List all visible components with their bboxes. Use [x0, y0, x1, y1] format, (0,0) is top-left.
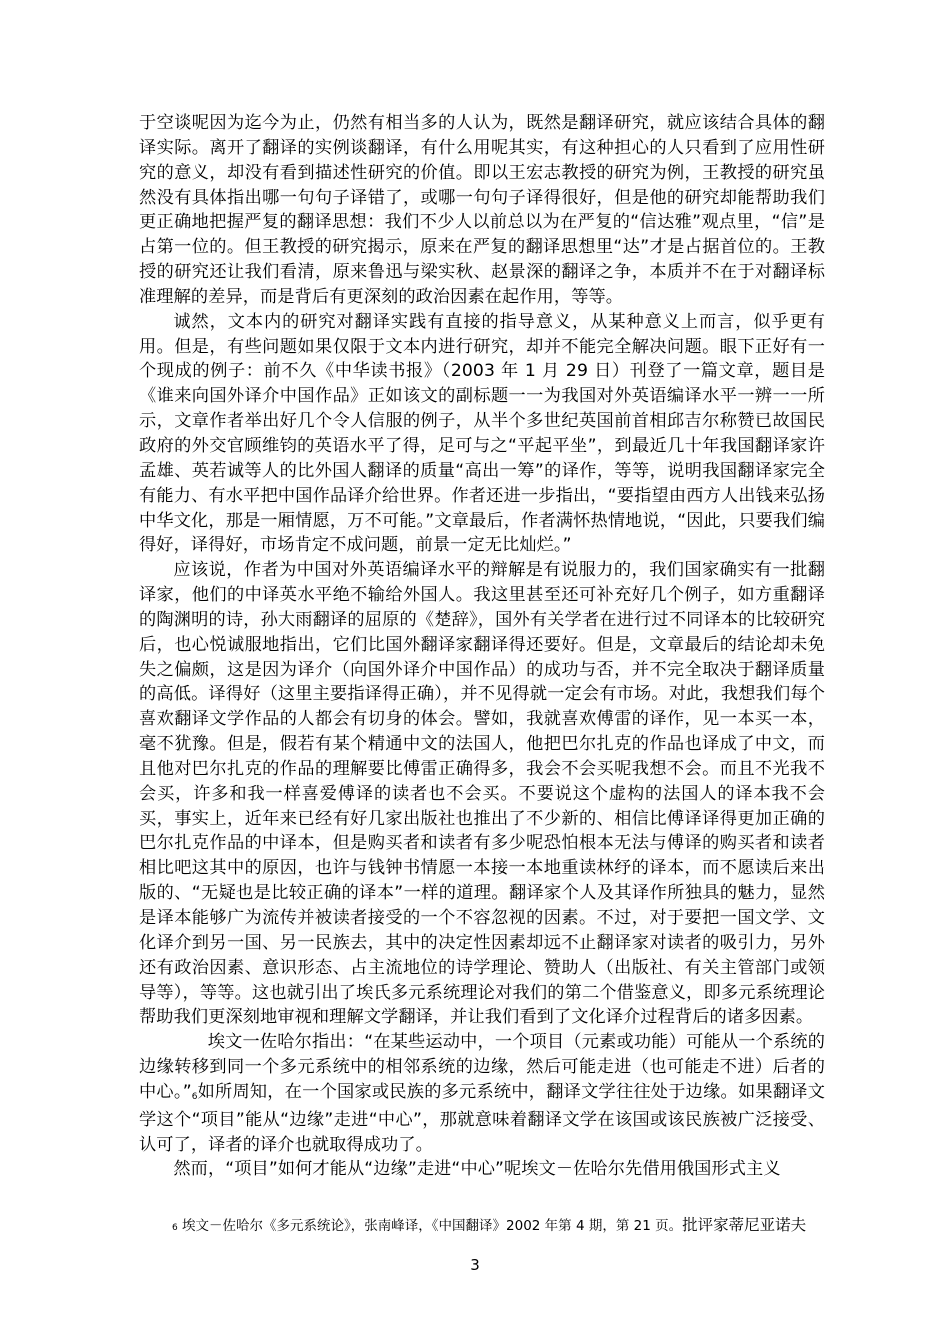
paragraph-5: 然而，“项目”如何才能从“边缘”走进“中心”呢埃文－佐哈尔先借用俄国形式主义: [173, 1159, 781, 1180]
page-number: 3: [470, 1256, 480, 1274]
paragraph-3: 应该说，作者为中国对外英语编译水平的辩解是有说服力的，我们国家确实有一批翻译家，他们的中译英水平绝不输给外国人。我这里甚至还可补充好几个例子，如方重翻译的陶渊明的诗，孙大雨翻译的屈原的《楚辞》，国外有关学者在进行过不同译本的比较研究后，也心悦诚服地指出，它们比国外翻译家翻译得还要好。但是，文章最后的结论却未免失之偏颇，这是因为译介（向国外译介中国作品）的成功与否，并不完全取决于翻译质量的高低。译得好（这里主要指译得正确），并不见得就一定会有市场。对此，我想我们每个喜欢翻译文学作品的人都会有切身的体会。譬如，我就喜欢傅雷的译作，见一本买一本，毫不犹豫。但是，假若有某个精通中文的法国人，他把巴尔扎克的作品也译成了中文，而且他对巴尔扎克的作品的理解要比傅雷正确得多，我会不会买呢我想不会。而且不光我不会买，许多和我一样喜爱傅译的读者也不会买。不要说这个虚构的法国人的译本我不会买，事实上，近年来已经有好几家出版社也推出了不少新的、相信比傅译译得更加正确的巴尔扎克作品的中译本，但是购买者和读者有多少呢恐怕根本无法与傅译的购买者和读者相比吧这其中的原因，也许与钱钟书情愿一本接一本地重读林纾的译本，而不愿读后来出版的、“无疑也是比较正确的译本”一样的道理。翻译家个人及其译作所独具的魅力，显然是译本能够广为流传并被读者接受的一个不容忽视的因素。不过，对于要把一国文学、文化译介到另一国、另一民族去，其中的决定性因素却远不止翻译家对读者的吸引力，另外还有政治因素、意识形态、占主流地位的诗学理论、赞助人（出版社、有关主管部门或领导等），等等。这也就引出了埃氏多元系统理论对我们的第二个借鉴意义，即多元系统理论帮助我们更深刻地审视和理解文学翻译，并让我们看到了文化译介过程背后的诸多因素。: [139, 560, 825, 1028]
footnote-number: 6: [172, 1223, 178, 1233]
paragraph-4-quote: [139, 1030, 825, 1157]
quote-text: 埃文一佐哈尔指出：“在某些运动中，一个项目（元素或功能）可能从一个系统的边缘转移到同一个多元系统中的相邻系统的边缘，然后可能走进（也可能走不进）后者的中心。”: [139, 1032, 825, 1102]
body-text: [139, 111, 825, 1182]
footnote-tail-text: 批评家蒂尼亚诺夫: [682, 1216, 807, 1234]
paragraph-2: 诚然，文本内的研究对翻译实践有直接的指导意义，从某种意义上而言，似乎更有用。但是，有些问题如果仅限于文本内进行研究，却并不能完全解决问题。眼下正好有一个现成的例子：前不久《中华读书报》（2003 年 1 月 29 日）刊登了一篇文章，题目是《谁来向国外译介中国作品》正如该文的副标题一一为我国对外英语编译水平一辨一一所示，文章作者举出好几个令人信服的例子，从半个多世纪英国前首相邱吉尔称赞已故国民政府的外交官顾维钧的英语水平了得，足可与之“平起平坐”，到最近几十年我国翻译家许孟雄、英若诚等人的比外国人翻译的质量“高出一筹”的译作，等等，说明我国翻译家完全有能力、有水平把中国作品译介给世界。作者还进一步指出，“要指望由西方人出钱来弘扬中华文化，那是一厢情愿，万不可能。”文章最后，作者满怀热情地说，“因此，只要我们编得好，译得好，市场肯定不成问题，前景一定无比灿烂。”: [139, 311, 825, 556]
quote-continuation: 如所周知，在一个国家或民族的多元系统中，翻译文学往往处于边缘。如果翻译文学这个“项目”能从“边缘”走进“中心”，那就意味着翻译文学在该国或该民族被广泛接受、认可了，译者的译介也就取得成功了。: [139, 1081, 825, 1155]
footnote-reference[interactable]: 6: [191, 1091, 198, 1102]
footnote-text: 埃文－佐哈尔《多元系统论》，张南峰译，《中国翻译》2002 年第 4 期，第 21 页。: [182, 1218, 683, 1234]
footnote: [172, 1215, 832, 1238]
paragraph-1: 于空谈呢因为迄今为止，仍然有相当多的人认为，既然是翻译研究，就应该结合具体的翻译实际。离开了翻译的实例谈翻译，有什么用呢其实，有这种担心的人只看到了应用性研究的意义，却没有看到描述性研究的价值。即以王宏志教授的研究为例，王教授的研究虽然没有具体指出哪一句句子译错了，或哪一句句子译得很好，但是他的研究却能帮助我们更正确地把握严复的翻译思想：我们不少人以前总以为在严复的“信达雅”观点里，“信”是占第一位的。但王教授的研究揭示，原来在严复的翻译思想里“达”才是占据首位的。王教授的研究还让我们看清，原来鲁迅与梁实秋、赵景深的翻译之争，本质并不在于对翻译标准理解的差异，而是背后有更深刻的政治因素在起作用，等等。: [139, 113, 825, 307]
